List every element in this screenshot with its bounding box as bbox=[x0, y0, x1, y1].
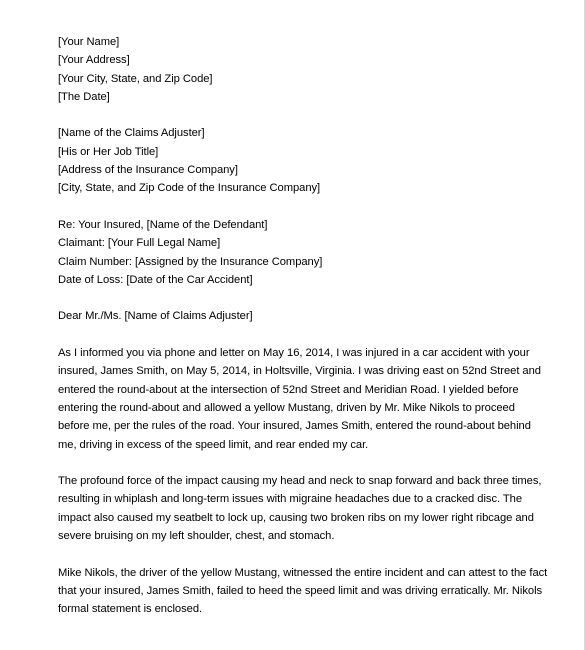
paragraph-line: entered the round-about at the intersection of 52nd Street and Meridian Road. I yielded before bbox=[58, 383, 519, 396]
sender-address-block bbox=[58, 33, 528, 106]
paragraph-line: insured, James Smith, on May 5, 2014, in Holtsville, Virginia. I was driving east on 52nd Street and bbox=[58, 365, 541, 378]
paragraph-line: formal statement is enclosed. bbox=[58, 603, 203, 616]
paragraph-line: resulting in whiplash and long-term issues with migraine headaches due to a cracked disc. The bbox=[58, 493, 523, 506]
body-paragraph-accident bbox=[58, 344, 541, 454]
sender-address: [Your Address] bbox=[58, 54, 130, 67]
sender-city-state-zip: [Your City, State, and Zip Code] bbox=[58, 72, 213, 85]
body-paragraph-injuries bbox=[58, 472, 542, 545]
paragraph-line: severe bruising on my left shoulder, chest, and stomach. bbox=[58, 530, 335, 543]
body-paragraph-witness bbox=[58, 564, 548, 619]
reference-block bbox=[58, 216, 528, 289]
paragraph-line: me, driving in excess of the speed limit, and rear ended my car. bbox=[58, 438, 369, 451]
reference-claim-number: Claim Number: [Assigned by the Insurance Company] bbox=[58, 255, 323, 268]
paragraph-line: that your insured, James Smith, failed to heed the speed limit and was driving erratically. Mr. Nikols bbox=[58, 584, 543, 597]
reference-re-line: Re: Your Insured, [Name of the Defendant] bbox=[58, 218, 268, 231]
paragraph-line: Mike Nikols, the driver of the yellow Mustang, witnessed the entire incident and can attest to the fact bbox=[58, 566, 548, 579]
paragraph-line: impact also caused my seatbelt to lock up, causing two broken ribs on my lower right ribcage and bbox=[58, 511, 534, 524]
salutation bbox=[58, 307, 528, 325]
letter-body bbox=[58, 33, 548, 637]
paragraph-line: before me, per the rules of the road. Your insured, James Smith, entered the round-about behind bbox=[58, 420, 531, 433]
letter-date: [The Date] bbox=[58, 90, 110, 103]
paragraph-line: The profound force of the impact causing my head and neck to snap forward and back three times, bbox=[58, 475, 542, 488]
paragraph-line: As I informed you via phone and letter on May 16, 2014, I was injured in a car accident with your bbox=[58, 347, 530, 360]
paragraph-line: entering the round-about and allowed a yellow Mustang, driven by Mr. Mike Nikols to proceed bbox=[58, 401, 515, 414]
reference-claimant: Claimant: [Your Full Legal Name] bbox=[58, 237, 221, 250]
recipient-job-title: [His or Her Job Title] bbox=[58, 145, 159, 158]
recipient-address: [Address of the Insurance Company] bbox=[58, 164, 238, 177]
sender-name: [Your Name] bbox=[58, 36, 120, 48]
recipient-name: [Name of the Claims Adjuster] bbox=[58, 127, 205, 140]
reference-date-of-loss: Date of Loss: [Date of the Car Accident] bbox=[58, 273, 253, 286]
recipient-city-state-zip: [City, State, and Zip Code of the Insurance Company] bbox=[58, 182, 321, 195]
salutation-text: Dear Mr./Ms. [Name of Claims Adjuster] bbox=[58, 310, 253, 323]
recipient-address-block bbox=[58, 124, 528, 197]
